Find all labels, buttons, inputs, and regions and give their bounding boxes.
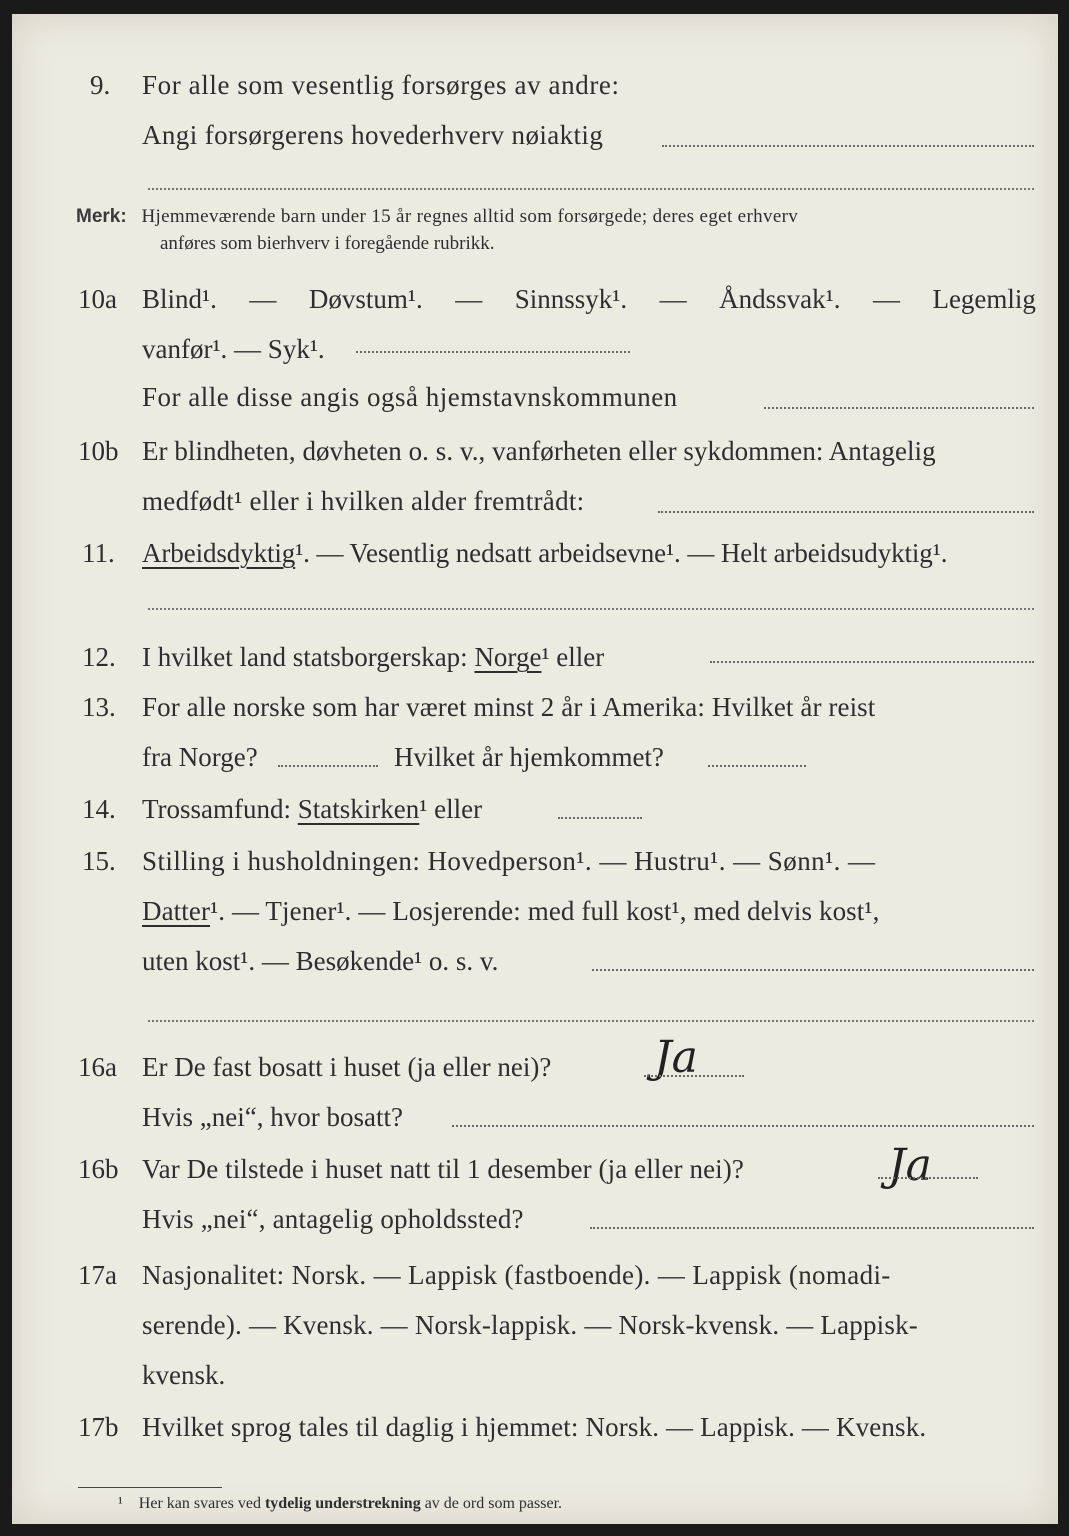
q13-text-line2a: fra Norge?	[142, 742, 258, 772]
q10a-option-6: Åndssvak¹.	[719, 284, 841, 314]
q13-text-line2b: Hvilket år hjemkommet?	[394, 742, 664, 772]
q16a-text-line2: Hvis „nei“, hvor bosatt?	[142, 1102, 403, 1132]
q14-text-post: ¹ eller	[419, 794, 483, 824]
q10a-text-line1	[142, 286, 1036, 313]
q10a-option-2: Døvstum¹.	[308, 284, 423, 314]
q17a-text-line2: serende). — Kvensk. — Norsk-lappisk. — Norsk-kvensk. — Lappisk-	[142, 1310, 918, 1340]
footnote-mark: ¹	[118, 1495, 123, 1512]
q11-answer-line[interactable]	[148, 608, 1034, 610]
q10b-text-line2: medfødt¹ eller i hvilken alder fremtrådt:	[142, 486, 585, 516]
q12-text-post: ¹ eller	[541, 642, 605, 672]
q11-text-rest: ¹. — Vesentlig nedsatt arbeidsevne¹. — Helt arbeidsudyktig¹.	[295, 538, 948, 568]
q16b-handwritten-answer[interactable]: Ja	[888, 1140, 932, 1191]
q13-text-line1: For alle norske som har været minst 2 år i Amerika: Hvilket år reist	[142, 692, 876, 722]
merk-note-line2: anføres som bierhverv i foregående rubrikk.	[160, 233, 495, 254]
q15-text-line3: uten kost¹. — Besøkende¹ o. s. v.	[142, 946, 499, 976]
q17a-text-line1: Nasjonalitet: Norsk. — Lappisk (fastboende). — Lappisk (nomadi-	[142, 1260, 891, 1290]
q10a-option-4: Sinnssyk¹.	[514, 284, 628, 314]
q17a-text-line3: kvensk.	[142, 1360, 226, 1390]
q15-text-line2-rest: ¹. — Tjener¹. — Losjerende: med full kost¹, med delvis kost¹,	[210, 896, 880, 926]
q16a-number: 16a	[78, 1052, 117, 1082]
q16a-answer-line[interactable]	[644, 1075, 744, 1077]
footnote-pre: Her kan svares ved	[138, 1495, 265, 1512]
q15-number: 15.	[82, 846, 116, 876]
q15-answer-line[interactable]	[592, 969, 1034, 971]
footnote-post: av de ord som passer.	[420, 1495, 563, 1512]
q9-text-line1: For alle som vesentlig forsørges av andre:	[142, 70, 620, 100]
q10a-option-0: Blind¹.	[142, 284, 217, 314]
q10a-hjemstavn-line[interactable]	[764, 407, 1034, 409]
q16b-opholdssted-line[interactable]	[590, 1227, 1034, 1229]
q10a-text-line2: vanfør¹. — Syk¹.	[142, 334, 325, 364]
q14-answer-line[interactable]	[558, 817, 642, 819]
q14-text-pre: Trossamfund:	[142, 794, 298, 824]
q11-arbeidsdyktig-underlined: Arbeidsdyktig	[142, 538, 296, 568]
census-form-page	[12, 14, 1058, 1524]
q11-number: 11.	[82, 538, 115, 568]
q9-answer-line[interactable]	[662, 145, 1034, 147]
q14-statskirken-underlined: Statskirken	[297, 794, 420, 824]
q12-answer-line[interactable]	[710, 661, 1034, 663]
merk-note-line1	[76, 207, 798, 226]
q9-answer-line-2[interactable]	[148, 188, 1034, 190]
q13-number: 13.	[82, 692, 116, 722]
q13-reist-line[interactable]	[278, 765, 378, 767]
q16b-answer-line[interactable]	[878, 1177, 978, 1179]
q10a-option-1: —	[249, 284, 277, 314]
q16b-number: 16b	[78, 1154, 119, 1184]
q12-text-pre: I hvilket land statsborgerskap:	[142, 642, 475, 672]
q17a-number: 17a	[78, 1260, 117, 1290]
q17b-text-line1: Hvilket sprog tales til daglig i hjemmet: Norsk. — Lappisk. — Kvensk.	[142, 1412, 927, 1442]
q12-norge-underlined: Norge	[474, 642, 542, 672]
q10b-text-line1: Er blindheten, døvheten o. s. v., vanførheten eller sykdommen: Antagelig	[142, 436, 936, 466]
q12-number: 12.	[82, 642, 116, 672]
footnote	[118, 1496, 562, 1512]
q10b-number: 10b	[78, 436, 119, 466]
q15-text-line1: Stilling i husholdningen: Hovedperson¹. — Hustru¹. — Sønn¹. —	[142, 846, 876, 876]
footnote-bold: tydelig understrekning	[264, 1495, 421, 1512]
q10a-option-5: —	[659, 284, 687, 314]
q12-text	[142, 644, 604, 671]
q16b-text-line1: Var De tilstede i huset natt til 1 desember (ja eller nei)?	[142, 1154, 744, 1184]
q15-text-line2	[142, 898, 879, 925]
q10a-text-line3: For alle disse angis også hjemstavnskommunen	[142, 382, 678, 412]
q16b-text-line2: Hvis „nei“, antagelig opholdssted?	[142, 1204, 524, 1234]
q13-hjemkommet-line[interactable]	[708, 765, 806, 767]
q9-text-line2: Angi forsørgerens hovederhverv nøiaktig	[142, 120, 604, 150]
merk-label: Merk:	[76, 206, 127, 227]
q10a-option-8: Legemlig	[932, 284, 1036, 314]
merk-text-1: Hjemmeværende barn under 15 år regnes alltid som forsørgede; deres eget erhverv	[141, 206, 799, 227]
q14-text	[142, 796, 482, 823]
footnote-divider	[78, 1487, 222, 1488]
q10a-answer-line[interactable]	[356, 351, 630, 353]
q9-number: 9.	[90, 70, 111, 100]
q14-number: 14.	[82, 794, 116, 824]
q11-text	[142, 540, 947, 567]
q10a-option-7: —	[872, 284, 900, 314]
q16a-bosatt-line[interactable]	[452, 1125, 1034, 1127]
q10a-option-3: —	[455, 284, 483, 314]
q10a-number: 10a	[78, 284, 117, 314]
q17b-number: 17b	[78, 1412, 119, 1442]
q15-datter-underlined: Datter	[142, 896, 211, 926]
q16a-handwritten-answer[interactable]: Ja	[654, 1032, 698, 1083]
q10b-answer-line[interactable]	[658, 511, 1034, 513]
q16a-text-line1: Er De fast bosatt i huset (ja eller nei)?	[142, 1052, 552, 1082]
q15-answer-line-2[interactable]	[148, 1020, 1034, 1022]
